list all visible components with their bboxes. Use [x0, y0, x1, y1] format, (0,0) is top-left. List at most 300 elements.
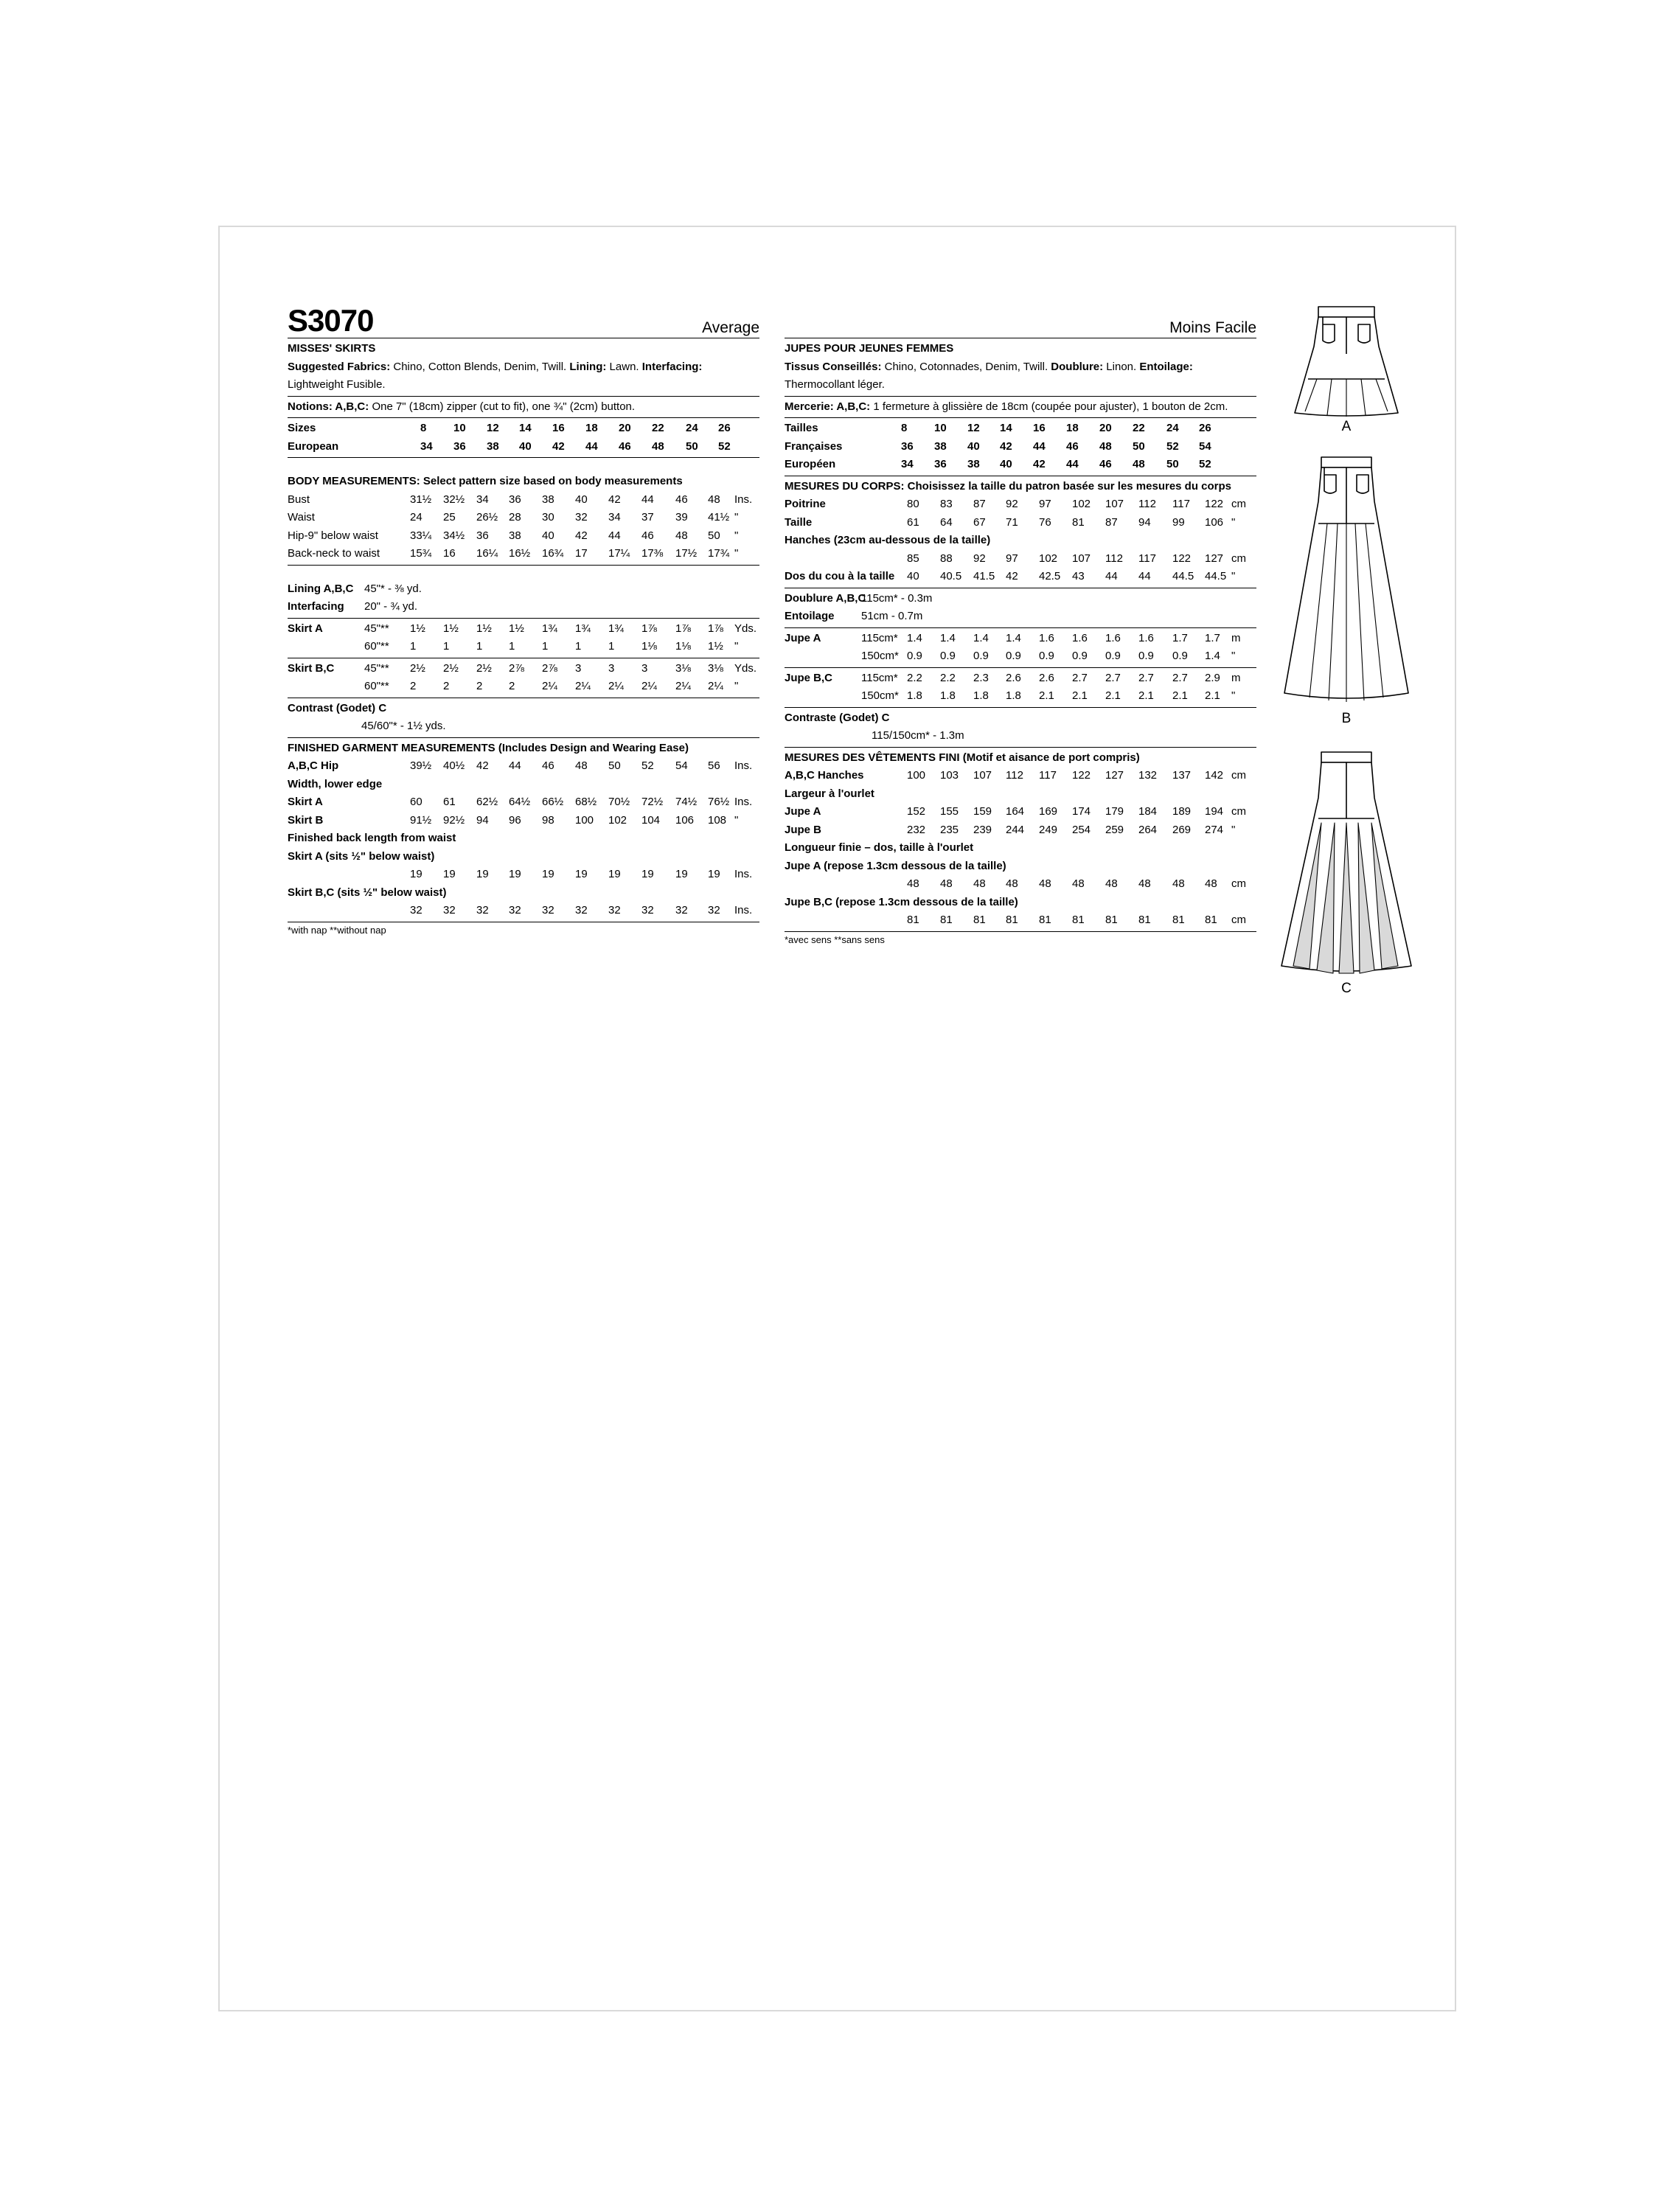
hip-row-fr	[785, 767, 1256, 785]
value-cell: 30	[542, 511, 554, 524]
value-cell: 1½	[708, 640, 723, 653]
value-cell: 1.6	[1138, 631, 1154, 644]
value-cell: 0.9	[1172, 650, 1188, 662]
value-cell: 259	[1105, 823, 1124, 836]
row-label: Jupe B	[785, 823, 822, 836]
english-sizes	[288, 418, 759, 458]
unit-cell: Ins.	[734, 759, 753, 772]
value-cell: 39	[675, 511, 688, 524]
value-cell: 39½	[410, 759, 432, 772]
fabric-width: 150cm*	[861, 689, 899, 702]
value-cell: 74½	[675, 796, 698, 808]
skirt-a-illustration	[1295, 307, 1398, 417]
value-cell: 50	[686, 439, 698, 453]
value-cell: 34	[476, 493, 489, 506]
value-cell: 18	[585, 422, 598, 434]
value-cell: 2¼	[675, 680, 691, 692]
value-cell: 2¼	[575, 680, 591, 692]
value-cell: 36	[934, 458, 947, 470]
footnote-fr: *avec sens **sans sens	[785, 933, 885, 945]
value-cell: 1.4	[907, 631, 922, 644]
row-label: Skirt A	[288, 622, 323, 635]
value-cell: 96	[509, 813, 521, 827]
french-column	[785, 301, 1256, 947]
value-cell: 40	[1000, 458, 1012, 470]
value-cell: 2	[509, 680, 515, 692]
value-cell: 16¼	[476, 547, 498, 560]
value-cell: 122	[1072, 769, 1091, 782]
value-cell: 98	[542, 813, 554, 827]
value-cell: 52	[1166, 439, 1179, 453]
value-cell: 91½	[410, 813, 432, 827]
value-cell: 1	[509, 640, 515, 653]
value-cell: 122	[1172, 552, 1192, 565]
value-cell: 36	[476, 529, 489, 542]
unit-cell: Ins.	[734, 796, 753, 808]
value-cell: 194	[1205, 805, 1224, 818]
value-cell: 102	[1072, 498, 1091, 510]
value-cell: 169	[1039, 805, 1058, 818]
value-cell: 32½	[443, 493, 465, 506]
value-cell: 107	[1105, 498, 1124, 510]
yardage-row	[785, 647, 1256, 666]
value-cell: 2.7	[1138, 671, 1154, 684]
yardage-row	[785, 630, 1256, 648]
english-column	[288, 301, 759, 937]
value-cell: 1.4	[1006, 631, 1021, 644]
value-cell: 32	[509, 904, 521, 917]
lining-row	[288, 580, 759, 599]
value-cell: 269	[1172, 823, 1192, 836]
french-sizes-row	[785, 438, 1256, 456]
yardage-row	[785, 669, 1256, 688]
value-cell: 1	[575, 640, 582, 653]
measurement-row	[288, 527, 759, 546]
value-cell: 12	[487, 422, 499, 434]
value-cell: 52	[1199, 458, 1211, 470]
unit-cell: Ins.	[734, 904, 753, 917]
value-cell: 17¼	[608, 547, 630, 560]
value-cell: 2½	[476, 661, 492, 675]
row-label: Poitrine	[785, 498, 826, 510]
unit-cell: cm	[1231, 877, 1246, 890]
value-cell: 189	[1172, 805, 1192, 818]
value-cell: 142	[1205, 769, 1224, 782]
value-cell: 22	[652, 422, 664, 434]
value-cell: 2.6	[1006, 671, 1021, 684]
value-cell: 19	[509, 868, 521, 880]
value-cell: 2.1	[1205, 689, 1220, 702]
value-cell: 16	[1033, 422, 1046, 434]
value-cell: 41.5	[973, 570, 995, 582]
row-label: Hip-9" below waist	[288, 529, 378, 542]
value-cell: 62½	[476, 796, 498, 808]
measurement-row	[785, 803, 1256, 821]
value-cell: 92	[1006, 498, 1018, 510]
value-cell: 1	[542, 640, 549, 653]
value-cell: 179	[1105, 805, 1124, 818]
suggested-fabrics: Suggested Fabrics: Chino, Cotton Blends, Denim, Twill. Lining: Lawn. Interfacing: Lightweight Fusible.	[288, 360, 703, 391]
value-cell: 1	[476, 640, 483, 653]
value-cell: 46	[1066, 439, 1079, 453]
value-cell: 61	[443, 796, 456, 808]
value-cell: 46	[1099, 458, 1112, 470]
value-cell: 19	[443, 868, 456, 880]
value-cell: 1.8	[940, 689, 956, 702]
value-cell: 10	[934, 422, 947, 434]
value-cell: 48	[1072, 877, 1085, 890]
french-contrast	[785, 708, 1256, 748]
value-cell: 2	[476, 680, 483, 692]
value-cell: 99	[1172, 515, 1185, 529]
hip-row	[288, 757, 759, 776]
value-cell: 2.1	[1138, 689, 1154, 702]
value-cell: 2.1	[1039, 689, 1054, 702]
value-cell: 56	[708, 759, 720, 772]
fabric-width: 60"**	[364, 640, 389, 653]
unit-cell: "	[1231, 515, 1236, 529]
value-cell: 112	[1105, 552, 1123, 565]
value-cell: 81	[1138, 914, 1151, 926]
value-cell: 107	[973, 769, 992, 782]
value-cell: 104	[641, 813, 661, 827]
value-cell: 1⅞	[708, 622, 723, 635]
value-cell: 81	[1105, 914, 1118, 926]
value-cell: 20	[619, 422, 631, 434]
row-text: 115cm* - 0.3m	[861, 591, 933, 605]
value-cell: 32	[476, 904, 489, 917]
unit-cell: Ins.	[734, 493, 753, 506]
value-cell: 42	[1033, 458, 1046, 470]
value-cell: 38	[934, 439, 947, 453]
value-cell: 48	[1133, 458, 1145, 470]
value-cell: 33¼	[410, 529, 432, 542]
row-label: Skirt B,C (sits ½" below waist)	[288, 886, 447, 899]
value-cell: 32	[443, 904, 456, 917]
value-cell: 40	[542, 529, 554, 542]
value-cell: 1⅛	[641, 640, 657, 653]
value-cell: 32	[708, 904, 720, 917]
value-cell: 102	[608, 813, 627, 827]
row-label: Skirt A (sits ½" below waist)	[288, 849, 435, 863]
unit-cell: Yds.	[734, 661, 757, 675]
english-body-measurements	[288, 471, 759, 566]
value-cell: 40.5	[940, 570, 962, 582]
sizes-row	[288, 420, 759, 438]
measurement-row	[288, 509, 759, 527]
unit-cell: m	[1231, 631, 1241, 644]
value-cell: 19	[410, 868, 422, 880]
value-cell: 48	[1105, 877, 1118, 890]
row-label: Jupe B,C	[785, 671, 833, 684]
english-header	[288, 301, 759, 338]
value-cell: 264	[1138, 823, 1158, 836]
value-cell: 14	[1000, 422, 1012, 434]
value-cell: 100	[575, 813, 594, 827]
pattern-back-sheet	[218, 226, 1456, 2011]
value-cell: 32	[575, 511, 588, 524]
value-cell: 34½	[443, 529, 465, 542]
value-cell: 81	[1072, 515, 1085, 529]
value-cell: 1.7	[1205, 631, 1220, 644]
view-label-a: A	[1341, 419, 1352, 434]
width-label: Width, lower edge	[288, 777, 383, 790]
english-skirt-bc-yardage	[288, 658, 759, 698]
value-cell: 97	[1039, 498, 1051, 510]
value-cell: 18	[1066, 422, 1079, 434]
value-cell: 19	[476, 868, 489, 880]
value-cell: 1½	[509, 622, 524, 635]
value-cell: 42	[575, 529, 588, 542]
row-label: Back-neck to waist	[288, 547, 380, 560]
value-cell: 42	[1000, 439, 1012, 453]
value-cell: 44	[1138, 570, 1151, 582]
value-cell: 34	[901, 458, 914, 470]
value-cell: 19	[575, 868, 588, 880]
french-lining	[785, 588, 1256, 628]
contrast-text: 45/60"* - 1½ yds.	[361, 720, 446, 732]
value-cell: 44.5	[1172, 570, 1194, 582]
unit-cell: cm	[1231, 914, 1246, 926]
back-row	[785, 568, 1256, 586]
yardage-row	[288, 660, 759, 678]
value-cell: 1⅞	[675, 622, 691, 635]
fabric-width: 115cm*	[861, 631, 898, 644]
value-cell: 10	[453, 422, 466, 434]
unit-cell: "	[1231, 823, 1236, 836]
value-cell: 32	[641, 904, 654, 917]
value-cell: 17	[575, 547, 588, 560]
value-cell: 36	[453, 439, 466, 453]
value-cell: 3	[641, 661, 648, 675]
value-cell: 46	[675, 493, 688, 506]
value-cell: 48	[973, 877, 986, 890]
value-cell: 40	[907, 570, 919, 582]
skirt-illustrations-icon	[1280, 302, 1413, 981]
value-cell: 1.7	[1172, 631, 1188, 644]
interfacing-row-fr	[785, 608, 1256, 626]
value-cell: 2.7	[1172, 671, 1188, 684]
english-finished-measurements	[288, 738, 759, 922]
value-cell: 1.6	[1072, 631, 1088, 644]
value-cell: 20	[1099, 422, 1112, 434]
value-cell: 54	[1199, 439, 1211, 453]
french-notions	[785, 397, 1256, 419]
value-cell: 26	[718, 422, 731, 434]
yardage-row	[288, 620, 759, 639]
value-cell: 48	[940, 877, 953, 890]
measurement-row	[785, 514, 1256, 532]
measurement-row	[785, 821, 1256, 840]
value-cell: 3⅛	[675, 661, 691, 675]
value-cell: 26½	[476, 511, 498, 524]
value-cell: 0.9	[1072, 650, 1088, 662]
value-cell: 46	[619, 439, 631, 453]
value-cell: 38	[542, 493, 554, 506]
value-cell: 2.2	[940, 671, 956, 684]
value-cell: 16¾	[542, 547, 564, 560]
value-cell: 19	[608, 868, 621, 880]
value-cell: 40	[967, 439, 980, 453]
value-cell: 44	[1066, 458, 1079, 470]
value-cell: 48	[675, 529, 688, 542]
row-label: Skirt B	[288, 813, 324, 827]
french-header	[785, 301, 1256, 338]
unit-cell: "	[734, 640, 739, 653]
value-cell: 1¾	[608, 622, 624, 635]
value-cell: 66½	[542, 796, 564, 808]
unit-cell: "	[1231, 689, 1236, 702]
interfacing-row	[288, 598, 759, 616]
row-label: Lining A,B,C	[288, 582, 354, 595]
value-cell: 0.9	[1105, 650, 1121, 662]
value-cell: 94	[1138, 515, 1151, 529]
value-cell: 81	[973, 914, 986, 926]
row-label: Entoilage	[785, 610, 835, 622]
value-cell: 2¼	[641, 680, 657, 692]
notions: Notions: A,B,C: One 7" (18cm) zipper (cut to fit), one ¾" (2cm) button.	[288, 400, 636, 413]
value-cell: 76	[1039, 515, 1051, 529]
value-cell: 1.4	[940, 631, 956, 644]
value-cell: 81	[1205, 914, 1217, 926]
unit-cell: cm	[1231, 498, 1246, 510]
difficulty-level: Average	[702, 319, 759, 336]
value-cell: 38	[967, 458, 980, 470]
value-cell: 100	[907, 769, 926, 782]
contrast-text-fr: 115/150cm* - 1.3m	[872, 729, 964, 742]
value-cell: 81	[1006, 914, 1018, 926]
lining-row-fr	[785, 590, 1256, 608]
yardage-row	[288, 638, 759, 656]
value-cell: 40	[519, 439, 532, 453]
value-cell: 1½	[443, 622, 459, 635]
value-cell: 83	[940, 498, 953, 510]
value-cell: 19	[675, 868, 688, 880]
value-cell: 64	[940, 515, 953, 529]
value-cell: 50	[708, 529, 720, 542]
french-sizes	[785, 418, 1256, 476]
value-cell: 152	[907, 805, 926, 818]
value-cell: 2.2	[907, 671, 922, 684]
value-cell: 2.1	[1105, 689, 1121, 702]
french-skirt-a-yardage	[785, 628, 1256, 668]
value-cell: 36	[901, 439, 914, 453]
value-cell: 249	[1039, 823, 1058, 836]
value-cell: 40	[575, 493, 588, 506]
english-intro	[288, 338, 759, 397]
unit-cell: "	[1231, 650, 1236, 662]
row-label: A,B,C Hip	[288, 759, 339, 772]
value-cell: 42	[608, 493, 621, 506]
value-cell: 40½	[443, 759, 465, 772]
value-cell: 235	[940, 823, 959, 836]
value-cell: 2.1	[1072, 689, 1088, 702]
measurement-row	[288, 866, 759, 884]
measurement-row	[288, 545, 759, 563]
value-cell: 159	[973, 805, 992, 818]
row-label: Skirt A	[288, 796, 323, 808]
value-cell: 81	[1039, 914, 1051, 926]
value-cell: 81	[940, 914, 953, 926]
unit-cell: "	[734, 547, 739, 560]
value-cell: 26	[1199, 422, 1211, 434]
value-cell: 1.4	[1205, 650, 1220, 662]
value-cell: 2⅞	[542, 661, 557, 675]
value-cell: 87	[1105, 515, 1118, 529]
value-cell: 2.9	[1205, 671, 1220, 684]
value-cell: 48	[1205, 877, 1217, 890]
unit-cell: cm	[1231, 805, 1246, 818]
finished-heading: FINISHED GARMENT MEASUREMENTS (Includes Design and Wearing Ease)	[288, 741, 689, 754]
value-cell: 94	[476, 813, 489, 827]
fabric-width: 45"**	[364, 661, 389, 675]
value-cell: 43	[1072, 570, 1085, 582]
value-cell: 50	[1166, 458, 1179, 470]
european-row-fr	[785, 456, 1256, 474]
value-cell: 107	[1072, 552, 1091, 565]
english-skirt-a-yardage	[288, 619, 759, 658]
measurement-row	[288, 902, 759, 920]
finished-heading-fr: MESURES DES VÊTEMENTS FINI (Motif et aisance de port compris)	[785, 751, 1140, 764]
value-cell: 50	[608, 759, 621, 772]
value-cell: 1⅞	[641, 622, 657, 635]
value-cell: 48	[907, 877, 919, 890]
unit-cell: "	[734, 511, 739, 524]
row-text: 20" - ¾ yd.	[364, 600, 418, 613]
value-cell: 64½	[509, 796, 531, 808]
value-cell: 25	[443, 511, 456, 524]
fabric-width: 45"**	[364, 622, 389, 635]
value-cell: 17½	[675, 547, 698, 560]
value-cell: 71	[1006, 515, 1018, 529]
value-cell: 37	[641, 511, 654, 524]
value-cell: 117	[1172, 498, 1190, 510]
value-cell: 44	[585, 439, 598, 453]
length-label: Finished back length from waist	[288, 832, 456, 844]
yardage-row	[288, 678, 759, 696]
value-cell: 102	[1039, 552, 1058, 565]
value-cell: 16	[552, 422, 565, 434]
value-cell: 72½	[641, 796, 664, 808]
value-cell: 1	[410, 640, 417, 653]
view-label-c: C	[1341, 981, 1352, 996]
section-title: MISSES' SKIRTS	[288, 342, 376, 355]
value-cell: 19	[641, 868, 654, 880]
english-lining	[288, 579, 759, 619]
value-cell: 70½	[608, 796, 630, 808]
value-cell: 2½	[410, 661, 425, 675]
value-cell: 19	[708, 868, 720, 880]
value-cell: 42	[476, 759, 489, 772]
value-cell: 15¾	[410, 547, 432, 560]
french-intro	[785, 338, 1256, 397]
value-cell: 274	[1205, 823, 1224, 836]
value-cell: 1⅛	[675, 640, 691, 653]
value-cell: 1½	[410, 622, 425, 635]
value-cell: 60	[410, 796, 422, 808]
measurement-row	[785, 875, 1256, 894]
value-cell: 44	[608, 529, 621, 542]
value-cell: 16	[443, 547, 456, 560]
value-cell: 44	[509, 759, 521, 772]
value-cell: 2.1	[1172, 689, 1188, 702]
unit-cell: cm	[1231, 552, 1246, 565]
french-finished-measurements	[785, 748, 1256, 932]
value-cell: 46	[641, 529, 654, 542]
measurement-row	[288, 491, 759, 509]
fabric-width: 60"**	[364, 680, 389, 692]
row-label: Waist	[288, 511, 315, 524]
